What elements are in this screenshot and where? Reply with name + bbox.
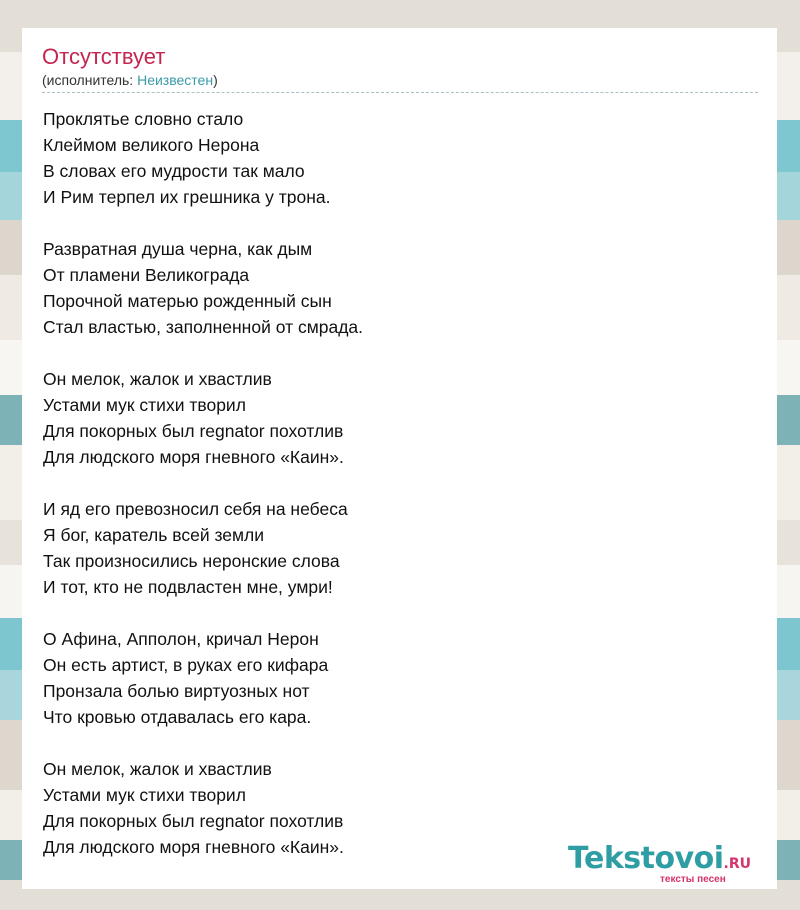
song-header (42, 44, 758, 93)
lyrics-card (22, 28, 777, 889)
lyrics-body (43, 106, 759, 886)
lyric-line: Так произносились неронские слова (43, 551, 340, 571)
lyric-line: Для покорных был regnator похотлив (43, 421, 344, 441)
lyric-line: Устами мук стихи творил (43, 395, 246, 415)
artist-byline (42, 70, 758, 90)
lyric-line: Устами мук стихи творил (43, 785, 246, 805)
lyric-line: От пламени Великограда (43, 265, 250, 285)
logo-tagline: тексты песен (660, 874, 726, 885)
lyric-line: Стал властью, заполненной от смрада. (43, 317, 363, 337)
logo-name: Tekstovoi (568, 841, 724, 876)
lyric-line: Он есть артист, в руках его кифара (43, 655, 329, 675)
lyric-line: Он мелок, жалок и хвастлив (43, 369, 272, 389)
logo-tld: .RU (723, 856, 752, 872)
lyric-line: Для покорных был regnator похотлив (43, 811, 344, 831)
lyrics-stanza (43, 106, 759, 210)
lyric-line: Проклятье словно стало (43, 109, 244, 129)
lyric-line: Что кровью отдавалась его кара. (43, 707, 312, 727)
site-logo[interactable] (568, 842, 778, 890)
lyric-line: Для людского моря гневного «Каин». (43, 447, 344, 467)
lyrics-stanza (43, 366, 759, 470)
lyrics-stanza (43, 496, 759, 600)
lyric-line: О Афина, Апполон, кричал Нерон (43, 629, 319, 649)
song-title: Отсутствует (42, 44, 166, 69)
byline-prefix: (исполнитель: (42, 72, 138, 88)
lyric-line: Развратная душа черна, как дым (43, 239, 313, 259)
lyric-line: Порочной матерью рожденный сын (43, 291, 332, 311)
lyrics-stanza (43, 626, 759, 730)
lyric-line: Клеймом великого Нерона (43, 135, 260, 155)
lyric-line: И тот, кто не подвластен мне, умри! (43, 577, 333, 597)
artist-link[interactable]: Неизвестен (137, 72, 214, 88)
lyric-line: И Рим терпел их грешника у трона. (43, 187, 331, 207)
lyric-line: Пронзала болью виртуозных нот (43, 681, 310, 701)
lyric-line: Я бог, каратель всей земли (43, 525, 265, 545)
byline-suffix: ) (213, 72, 218, 88)
lyric-line: Для людского моря гневного «Каин». (43, 837, 344, 857)
lyrics-stanza (43, 236, 759, 340)
lyric-line: В словах его мудрости так мало (43, 161, 305, 181)
lyric-line: И яд его превозносил себя на небеса (43, 499, 348, 519)
lyric-line: Он мелок, жалок и хвастлив (43, 759, 272, 779)
